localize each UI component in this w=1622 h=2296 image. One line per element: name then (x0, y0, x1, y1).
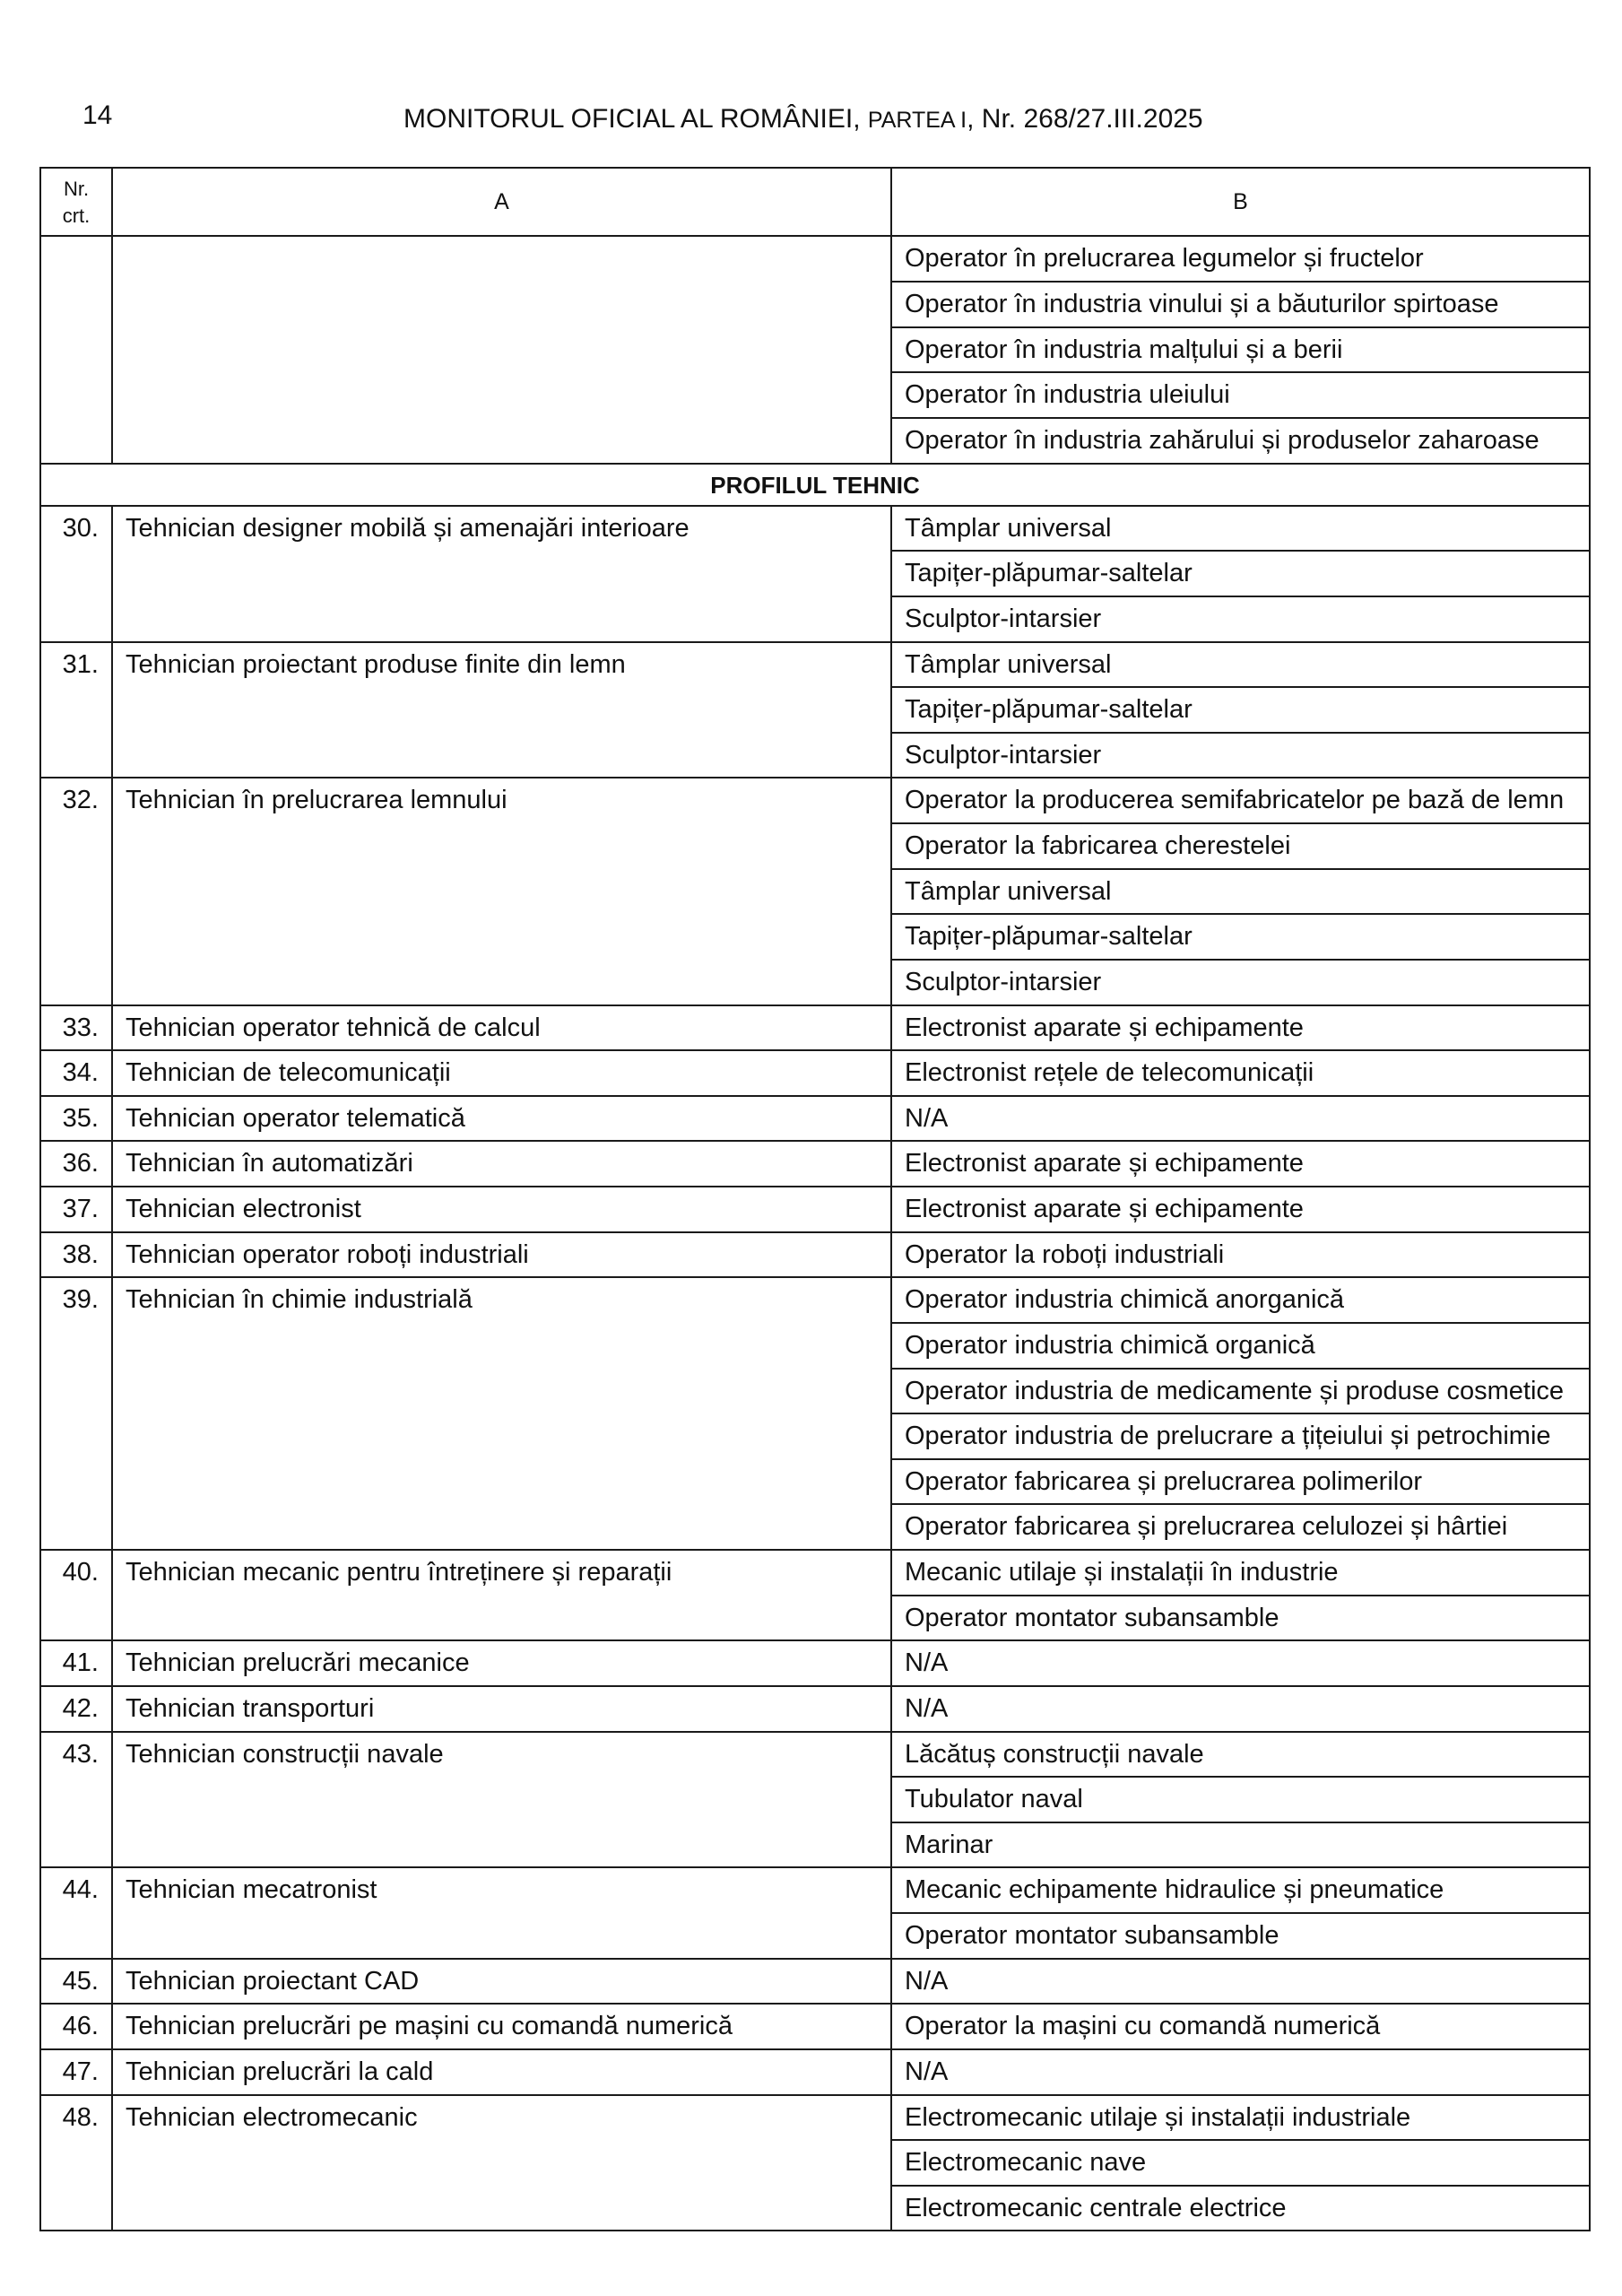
cell-nr: 37. (40, 1187, 112, 1232)
cell-nr: 44. (40, 1867, 112, 1958)
cell-b: Electromecanic nave (891, 2140, 1590, 2186)
cell-b: Electromecanic utilaje și instalații industriale (891, 2095, 1590, 2141)
cell-a: Tehnician transporturi (112, 1686, 891, 1732)
cell-b: N/A (891, 2049, 1590, 2095)
cell-b: Sculptor-intarsier (891, 733, 1590, 778)
cell-b: Operator în prelucrarea legumelor și fructelor (891, 236, 1590, 282)
table-row (40, 1732, 1590, 1778)
cell-b: Operator montator subansamble (891, 1913, 1590, 1959)
cell-a: Tehnician proiectant CAD (112, 1959, 891, 2005)
cell-nr: 30. (40, 506, 112, 642)
cell-b: Operator fabricarea și prelucrarea celulozei și hârtiei (891, 1504, 1590, 1550)
cell-b: Tubulator naval (891, 1777, 1590, 1822)
table-row (40, 236, 1590, 282)
section-title: PROFILUL TEHNIC (40, 464, 1590, 506)
occupations-table (39, 167, 1591, 2231)
cell-b: Operator în industria malțului și a berii (891, 327, 1590, 373)
cell-b: Operator industria chimică anorganică (891, 1277, 1590, 1323)
cell-b: Electronist aparate și echipamente (891, 1141, 1590, 1187)
cell-a: Tehnician electronist (112, 1187, 891, 1232)
table-row (40, 1050, 1590, 1096)
cell-b: Sculptor-intarsier (891, 596, 1590, 642)
cell-nr: 41. (40, 1640, 112, 1686)
cell-nr: 38. (40, 1232, 112, 1278)
table-row (40, 506, 1590, 552)
cell-b: Marinar (891, 1822, 1590, 1868)
cell-b: N/A (891, 1686, 1590, 1732)
cell-b: N/A (891, 1640, 1590, 1686)
cell-a: Tehnician în chimie industrială (112, 1277, 891, 1550)
cell-nr: 36. (40, 1141, 112, 1187)
cell-b: Operator industria chimică organică (891, 1323, 1590, 1369)
cell-nr: 46. (40, 2004, 112, 2049)
section-row (40, 464, 1590, 506)
cell-a: Tehnician construcții navale (112, 1732, 891, 1868)
cell-a: Tehnician în automatizări (112, 1141, 891, 1187)
cell-b: Tapițer-plăpumar-saltelar (891, 551, 1590, 596)
table-row (40, 1640, 1590, 1686)
cell-b: Operator la producerea semifabricatelor pe bază de lemn (891, 778, 1590, 823)
cell-a: Tehnician în prelucrarea lemnului (112, 778, 891, 1004)
cell-nr: 39. (40, 1277, 112, 1550)
table-row (40, 1187, 1590, 1232)
cell-b: Tapițer-plăpumar-saltelar (891, 914, 1590, 960)
cell-a: Tehnician prelucrări pe mașini cu comandă numerică (112, 2004, 891, 2049)
cell-b: Operator industria de prelucrare a țițeiului și petrochimie (891, 1413, 1590, 1459)
cell-b: Electromecanic centrale electrice (891, 2186, 1590, 2231)
cell-b: Operator în industria vinului și a băuturilor spirtoase (891, 282, 1590, 327)
table-row (40, 1096, 1590, 1142)
cell-nr: 35. (40, 1096, 112, 1142)
gazette-title: MONITORUL OFICIAL AL ROMÂNIEI, (403, 104, 868, 134)
table-row (40, 1232, 1590, 1278)
cell-nr: 33. (40, 1005, 112, 1051)
cell-b: Operator în industria uleiului (891, 372, 1590, 418)
cell-b: Tâmplar universal (891, 642, 1590, 688)
cell-b: N/A (891, 1096, 1590, 1142)
cell-a: Tehnician electromecanic (112, 2095, 891, 2231)
table-row (40, 1550, 1590, 1596)
page-number: 14 (82, 100, 113, 130)
cell-b: N/A (891, 1959, 1590, 2005)
cell-nr-empty (40, 236, 112, 463)
gazette-issue: , Nr. 268/27.III.2025 (967, 104, 1203, 134)
cell-b: Electronist rețele de telecomunicații (891, 1050, 1590, 1096)
cell-b: Operator în industria zahărului și produselor zaharoase (891, 418, 1590, 464)
cell-nr: 32. (40, 778, 112, 1004)
column-header-nr: Nr. crt. (40, 168, 112, 236)
cell-a-empty (112, 236, 891, 463)
cell-b: Sculptor-intarsier (891, 960, 1590, 1005)
cell-a: Tehnician proiectant produse finite din lemn (112, 642, 891, 778)
gazette-part: PARTEA I (867, 108, 967, 133)
cell-b: Electronist aparate și echipamente (891, 1005, 1590, 1051)
table-row (40, 1959, 1590, 2005)
cell-nr: 47. (40, 2049, 112, 2095)
table-row (40, 778, 1590, 823)
cell-b: Tapițer-plăpumar-saltelar (891, 687, 1590, 733)
cell-nr: 42. (40, 1686, 112, 1732)
table-body (40, 236, 1590, 2231)
cell-nr: 43. (40, 1732, 112, 1868)
cell-nr: 31. (40, 642, 112, 778)
cell-a: Tehnician operator roboți industriali (112, 1232, 891, 1278)
cell-b: Mecanic echipamente hidraulice și pneumatice (891, 1867, 1590, 1913)
cell-a: Tehnician prelucrări mecanice (112, 1640, 891, 1686)
column-header-b: B (891, 168, 1590, 236)
cell-a: Tehnician mecatronist (112, 1867, 891, 1958)
cell-nr: 34. (40, 1050, 112, 1096)
table-row (40, 1277, 1590, 1323)
table-row (40, 1686, 1590, 1732)
cell-b: Operator fabricarea și prelucrarea polimerilor (891, 1459, 1590, 1505)
table-row (40, 1005, 1590, 1051)
cell-nr: 45. (40, 1959, 112, 2005)
gazette-header (403, 104, 1203, 135)
column-header-a: A (112, 168, 891, 236)
cell-b: Operator la mașini cu comandă numerică (891, 2004, 1590, 2049)
cell-a: Tehnician operator telematică (112, 1096, 891, 1142)
cell-b: Operator la roboți industriali (891, 1232, 1590, 1278)
cell-b: Lăcătuș construcții navale (891, 1732, 1590, 1778)
cell-nr: 40. (40, 1550, 112, 1640)
table-row (40, 2095, 1590, 2141)
table-row (40, 642, 1590, 688)
cell-a: Tehnician prelucrări la cald (112, 2049, 891, 2095)
cell-nr: 48. (40, 2095, 112, 2231)
cell-b: Operator la fabricarea cherestelei (891, 823, 1590, 869)
cell-b: Tâmplar universal (891, 506, 1590, 552)
table-row (40, 2004, 1590, 2049)
cell-a: Tehnician operator tehnică de calcul (112, 1005, 891, 1051)
cell-b: Operator montator subansamble (891, 1596, 1590, 1641)
cell-a: Tehnician de telecomunicații (112, 1050, 891, 1096)
cell-b: Tâmplar universal (891, 869, 1590, 915)
cell-b: Electronist aparate și echipamente (891, 1187, 1590, 1232)
cell-b: Mecanic utilaje și instalații în industrie (891, 1550, 1590, 1596)
table-header-row (40, 168, 1590, 236)
cell-a: Tehnician designer mobilă și amenajări interioare (112, 506, 891, 642)
cell-a: Tehnician mecanic pentru întreținere și reparații (112, 1550, 891, 1640)
table-row (40, 1141, 1590, 1187)
table-row (40, 2049, 1590, 2095)
table-row (40, 1867, 1590, 1913)
cell-b: Operator industria de medicamente și produse cosmetice (891, 1369, 1590, 1414)
